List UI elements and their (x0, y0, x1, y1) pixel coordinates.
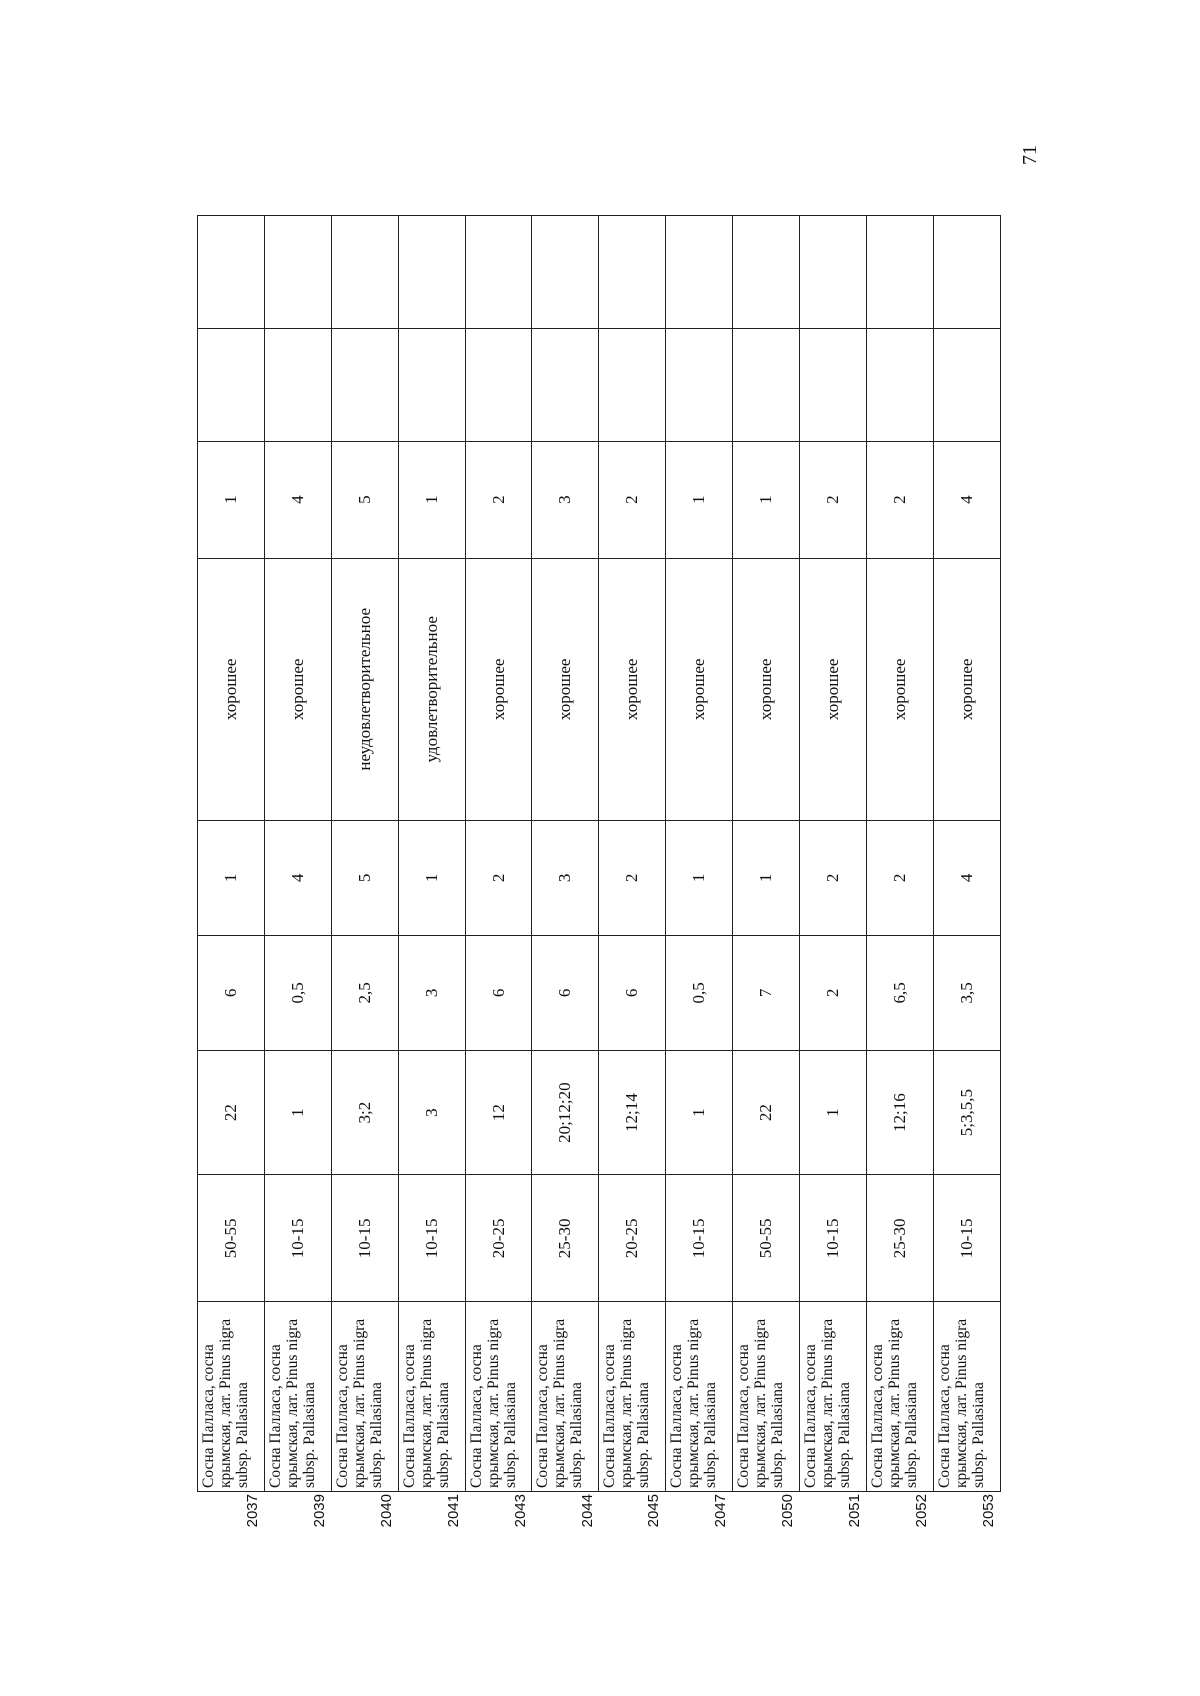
row-id: 2037 (243, 1494, 261, 1528)
diameter-cell: 12 (465, 1050, 532, 1175)
row-id: 2039 (310, 1494, 328, 1528)
age-cell: 10-15 (666, 1175, 733, 1302)
count-total-cell: 2 (465, 441, 532, 558)
condition-cell: удовлетворительное (398, 558, 465, 820)
rotated-table-container (197, 215, 1000, 1530)
species-cell: Сосна Палласа, сосна крымская, лат. Pinus nigra subsp. Pallasiana (666, 1302, 733, 1492)
count-total-cell: 1 (398, 441, 465, 558)
age-cell: 10-15 (933, 1175, 1000, 1302)
empty-cell (331, 216, 398, 329)
empty-cell (800, 328, 867, 441)
count-total-cell: 1 (733, 441, 800, 558)
height-cell: 7 (733, 935, 800, 1050)
row-id: 2052 (913, 1494, 931, 1528)
count-cell: 1 (666, 820, 733, 935)
condition-cell: хорошее (599, 558, 666, 820)
age-cell: 10-15 (264, 1175, 331, 1302)
height-cell: 6 (599, 935, 666, 1050)
age-cell: 20-25 (599, 1175, 666, 1302)
condition-cell: хорошее (866, 558, 933, 820)
condition-cell: хорошее (532, 558, 599, 820)
count-cell: 4 (264, 820, 331, 935)
count-cell: 4 (933, 820, 1000, 935)
condition-cell: хорошее (733, 558, 800, 820)
table-row (666, 216, 733, 1492)
empty-cell (733, 328, 800, 441)
height-cell: 3 (398, 935, 465, 1050)
diameter-cell: 3 (398, 1050, 465, 1175)
count-total-cell: 2 (599, 441, 666, 558)
age-cell: 10-15 (398, 1175, 465, 1302)
height-cell: 6 (198, 935, 265, 1050)
empty-cell (666, 216, 733, 329)
species-cell: Сосна Палласа, сосна крымская, лат. Pinus nigra subsp. Pallasiana (933, 1302, 1000, 1492)
row-id: 2040 (377, 1494, 395, 1528)
empty-cell (866, 216, 933, 329)
table-row (465, 216, 532, 1492)
species-cell: Сосна Палласа, сосна крымская, лат. Pinus nigra subsp. Pallasiana (264, 1302, 331, 1492)
empty-cell (800, 216, 867, 329)
count-cell: 2 (599, 820, 666, 935)
condition-cell: хорошее (666, 558, 733, 820)
count-cell: 3 (532, 820, 599, 935)
species-cell: Сосна Палласа, сосна крымская, лат. Pinus nigra subsp. Pallasiana (599, 1302, 666, 1492)
age-cell: 20-25 (465, 1175, 532, 1302)
diameter-cell: 1 (264, 1050, 331, 1175)
table-row (800, 216, 867, 1492)
count-total-cell: 2 (866, 441, 933, 558)
height-cell: 6 (532, 935, 599, 1050)
empty-cell (465, 216, 532, 329)
diameter-cell: 1 (800, 1050, 867, 1175)
table-sheet (197, 215, 1000, 1530)
count-total-cell: 3 (532, 441, 599, 558)
diameter-cell: 22 (198, 1050, 265, 1175)
age-cell: 25-30 (866, 1175, 933, 1302)
condition-cell: хорошее (933, 558, 1000, 820)
species-cell: Сосна Палласа, сосна крымская, лат. Pinus nigra subsp. Pallasiana (465, 1302, 532, 1492)
row-id: 2053 (980, 1494, 997, 1528)
age-cell: 25-30 (532, 1175, 599, 1302)
empty-cell (264, 216, 331, 329)
diameter-cell: 3;2 (331, 1050, 398, 1175)
empty-cell (198, 328, 265, 441)
empty-cell (933, 328, 1000, 441)
table-row (866, 216, 933, 1492)
condition-cell: хорошее (198, 558, 265, 820)
height-cell: 2 (800, 935, 867, 1050)
table-row (398, 216, 465, 1492)
table-row (532, 216, 599, 1492)
empty-cell (532, 328, 599, 441)
row-id: 2043 (511, 1494, 529, 1528)
count-total-cell: 1 (198, 441, 265, 558)
empty-cell (532, 216, 599, 329)
species-cell: Сосна Палласа, сосна крымская, лат. Pinus nigra subsp. Pallasiana (800, 1302, 867, 1492)
empty-cell (733, 216, 800, 329)
table-body (198, 216, 1001, 1492)
height-cell: 3,5 (933, 935, 1000, 1050)
diameter-cell: 12;16 (866, 1050, 933, 1175)
count-total-cell: 4 (264, 441, 331, 558)
height-cell: 6,5 (866, 935, 933, 1050)
condition-cell: хорошее (800, 558, 867, 820)
count-cell: 1 (398, 820, 465, 935)
table-row (933, 216, 1000, 1492)
row-id: 2045 (645, 1494, 663, 1528)
tree-inventory-table (197, 215, 1001, 1492)
species-cell: Сосна Палласа, сосна крымская, лат. Pinus nigra subsp. Pallasiana (198, 1302, 265, 1492)
empty-cell (866, 328, 933, 441)
table-row (264, 216, 331, 1492)
species-cell: Сосна Палласа, сосна крымская, лат. Pinus nigra subsp. Pallasiana (331, 1302, 398, 1492)
table-row (599, 216, 666, 1492)
age-cell: 50-55 (733, 1175, 800, 1302)
height-cell: 6 (465, 935, 532, 1050)
empty-cell (331, 328, 398, 441)
empty-cell (599, 328, 666, 441)
age-cell: 50-55 (198, 1175, 265, 1302)
height-cell: 2,5 (331, 935, 398, 1050)
count-cell: 1 (198, 820, 265, 935)
age-cell: 10-15 (331, 1175, 398, 1302)
row-id: 2051 (846, 1494, 864, 1528)
table-row (198, 216, 265, 1492)
age-cell: 10-15 (800, 1175, 867, 1302)
species-cell: Сосна Палласа, сосна крымская, лат. Pinus nigra subsp. Pallasiana (866, 1302, 933, 1492)
empty-cell (264, 328, 331, 441)
row-id: 2041 (444, 1494, 462, 1528)
diameter-cell: 20;12;20 (532, 1050, 599, 1175)
count-cell: 2 (800, 820, 867, 935)
empty-cell (933, 216, 1000, 329)
condition-cell: хорошее (465, 558, 532, 820)
empty-cell (198, 216, 265, 329)
row-id: 2044 (578, 1494, 596, 1528)
row-id: 2050 (779, 1494, 797, 1528)
height-cell: 0,5 (264, 935, 331, 1050)
table-row (331, 216, 398, 1492)
diameter-cell: 1 (666, 1050, 733, 1175)
count-total-cell: 1 (666, 441, 733, 558)
page-number: 71 (1019, 145, 1041, 165)
count-total-cell: 2 (800, 441, 867, 558)
empty-cell (666, 328, 733, 441)
empty-cell (599, 216, 666, 329)
empty-cell (465, 328, 532, 441)
species-cell: Сосна Палласа, сосна крымская, лат. Pinus nigra subsp. Pallasiana (532, 1302, 599, 1492)
species-cell: Сосна Палласа, сосна крымская, лат. Pinus nigra subsp. Pallasiana (398, 1302, 465, 1492)
count-cell: 5 (331, 820, 398, 935)
diameter-cell: 12;14 (599, 1050, 666, 1175)
condition-cell: неудовлетворительное (331, 558, 398, 820)
count-cell: 2 (866, 820, 933, 935)
condition-cell: хорошее (264, 558, 331, 820)
count-total-cell: 5 (331, 441, 398, 558)
table-row (733, 216, 800, 1492)
count-cell: 2 (465, 820, 532, 935)
species-cell: Сосна Палласа, сосна крымская, лат. Pinus nigra subsp. Pallasiana (733, 1302, 800, 1492)
diameter-cell: 5;3,5,5 (933, 1050, 1000, 1175)
diameter-cell: 22 (733, 1050, 800, 1175)
empty-cell (398, 328, 465, 441)
count-cell: 1 (733, 820, 800, 935)
count-total-cell: 4 (933, 441, 1000, 558)
row-id: 2047 (712, 1494, 730, 1528)
height-cell: 0,5 (666, 935, 733, 1050)
empty-cell (398, 216, 465, 329)
